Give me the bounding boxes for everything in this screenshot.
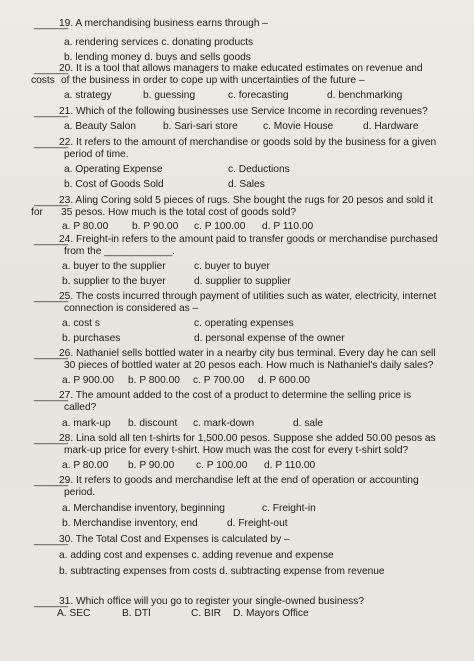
question-text-cont: 30 pieces of bottled water at 20 pesos each. How much is Nathaniel's daily sales?: [64, 360, 434, 371]
option-c: C. BIR: [191, 608, 222, 619]
question-text: 19. A merchandising business earns through –: [59, 18, 268, 29]
question-text: 28. Lina sold all ten t-shirts for 1,500.00 pesos. Suppose she added 50.00 pesos as: [59, 433, 436, 444]
answer-blank: ______: [34, 535, 68, 546]
option-c: c. Freight-in: [262, 503, 316, 514]
option-d: d. P 110.00: [264, 460, 316, 471]
option-line: a. adding cost and expenses c. adding revenue and expense: [59, 550, 334, 561]
question-text: 30. The Total Cost and Expenses is calculated by –: [59, 534, 290, 545]
option-c: c. operating expenses: [194, 318, 294, 329]
question-text: 27. The amount added to the cost of a product to determine the selling price is: [59, 390, 412, 401]
option-a: A. SEC: [57, 608, 91, 619]
option-d: d. Hardware: [363, 121, 419, 132]
option-a: a. mark-up: [62, 418, 111, 429]
question-text: 26. Nathaniel sells bottled water in a nearby city bus terminal. Every day he can sell: [59, 348, 436, 359]
question-text-prefix: costs: [31, 75, 55, 86]
option-d: d. sale: [293, 418, 324, 429]
answer-blank: ______: [34, 292, 68, 303]
option-line: a. rendering services c. donating products: [64, 37, 254, 48]
option-c: c. mark-down: [193, 418, 255, 429]
option-a: a. Beauty Salon: [64, 121, 136, 132]
option-line: b. subtracting expenses from costs d. subtracting expense from revenue: [59, 566, 385, 577]
option-d: d. Freight-out: [227, 518, 288, 529]
answer-blank: ______: [34, 391, 68, 402]
option-d: d. P 110.00: [262, 221, 314, 232]
option-c: c. P 700.00: [193, 375, 245, 386]
answer-blank: ______: [34, 597, 68, 608]
option-b: B. DTI: [122, 608, 151, 619]
option-b: b. purchases: [62, 333, 121, 344]
question-text-cont: from the ____________.: [64, 246, 176, 257]
option-b: b. guessing: [143, 90, 196, 101]
option-d: d. benchmarking: [327, 90, 403, 101]
question-text-cont: mark-up price for every t-shirt. How much was the cost for every t-shirt sold?: [64, 445, 409, 456]
question-text-prefix: for: [31, 207, 43, 218]
question-text: 23. Aling Coring sold 5 pieces of rugs. She bought the rugs for 20 pesos and sold it: [59, 195, 433, 206]
option-a: a. P 900.00: [62, 375, 114, 386]
answer-blank: ______: [34, 138, 68, 149]
option-a: a. Merchandise inventory, beginning: [62, 503, 225, 514]
answer-blank: ______: [34, 476, 68, 487]
question-text-cont: 35 pesos. How much is the total cost of goods sold?: [61, 207, 297, 218]
question-text: 20. It is a tool that allows managers to make educated estimates on revenue and: [59, 63, 423, 74]
answer-blank: ______: [34, 434, 68, 445]
option-b: b. P 90.00: [128, 460, 175, 471]
option-b: b. P 90.00: [132, 221, 179, 232]
question-text-cont: period.: [64, 487, 96, 498]
option-a: a. P 80.00: [62, 460, 109, 471]
option-d: d. personal expense of the owner: [194, 333, 345, 344]
option-c: c. Movie House: [263, 121, 334, 132]
option-c: c. forecasting: [228, 90, 289, 101]
option-c: c. P 100.00: [194, 221, 246, 232]
question-text: 24. Freight-in refers to the amount paid to transfer goods or merchandise purchased: [59, 234, 438, 245]
answer-blank: ______: [34, 349, 68, 360]
option-b: b. discount: [128, 418, 178, 429]
option-a: a. Operating Expense: [64, 164, 163, 175]
answer-blank: ______: [34, 235, 68, 246]
option-b: b. supplier to the buyer: [62, 276, 166, 287]
option-a: a. P 80.00: [62, 221, 109, 232]
question-text-cont: period of time.: [64, 149, 129, 160]
option-c: c. Deductions: [228, 164, 290, 175]
option-line: b. lending money d. buys and sells goods: [64, 52, 251, 63]
question-text: 25. The costs incurred through payment of utilities such as water, electricity, internet: [59, 291, 437, 302]
option-a: a. strategy: [64, 90, 112, 101]
answer-blank: ______: [34, 107, 68, 118]
question-text: 31. Which office will you go to register your single-owned business?: [59, 596, 365, 607]
question-text: 29. It refers to goods and merchandise left at the end of operation or accounting: [59, 475, 419, 486]
option-d: d. P 600.00: [258, 375, 310, 386]
option-d: d. supplier to supplier: [194, 276, 291, 287]
option-b: b. Merchandise inventory, end: [62, 518, 198, 529]
answer-blank: ______: [34, 64, 68, 75]
question-text-cont: connection is considered as –: [64, 303, 199, 314]
option-a: a. buyer to the supplier: [62, 261, 166, 272]
option-c: c. buyer to buyer: [194, 261, 270, 272]
option-c: c. P 100.00: [196, 460, 248, 471]
option-d: D. Mayors Office: [233, 608, 309, 619]
option-b: b. P 800.00: [128, 375, 180, 386]
question-text-cont: called?: [64, 402, 97, 413]
question-text: 22. It refers to the amount of merchandise or goods sold by the business for a given: [59, 137, 437, 148]
question-text: 21. Which of the following businesses use Service Income in recording revenues?: [59, 106, 428, 117]
answer-blank: ______: [34, 196, 68, 207]
option-b: b. Cost of Goods Sold: [64, 179, 164, 190]
option-b: b. Sari-sari store: [163, 121, 238, 132]
answer-blank: ______: [34, 19, 68, 30]
option-a: a. cost s: [62, 318, 100, 329]
option-d: d. Sales: [228, 179, 265, 190]
question-text-cont: of the business in order to cope up with uncertainties of the future –: [61, 75, 365, 86]
